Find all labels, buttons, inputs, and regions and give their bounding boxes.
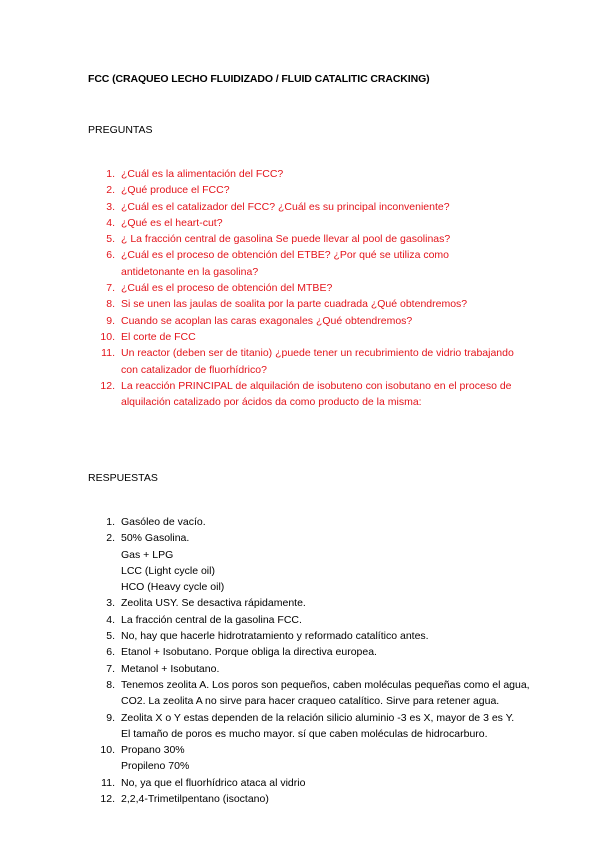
answer-text: El tamaño de poros es mucho mayor. sí que caben moléculas de hidrocarburo. [121,727,488,740]
answer-number: 4. [106,613,115,626]
question-number: 3. [106,200,115,213]
answer-text: La fracción central de la gasolina FCC. [121,613,302,626]
answer-text: Gas + LPG [121,548,174,561]
answer-text: LCC (Light cycle oil) [121,564,215,577]
answer-number: 3. [106,597,115,610]
question-text: La reacción PRINCIPAL de alquilación de isobuteno con isobutano en el proceso de [121,379,512,392]
question-item [0,313,514,329]
answer-number: 2. [106,532,115,545]
answers-list [0,514,530,807]
answer-text: Gasóleo de vacío. [121,516,206,528]
answer-text: CO2. La zeolita A no sirve para hacer craqueo catalítico. Sirve para retener agua. [121,695,500,708]
question-text: ¿Cuál es el proceso de obtención del ETBE? ¿Por qué se utiliza como [121,249,450,262]
question-text: ¿ La fracción central de gasolina Se puede llevar al pool de gasolinas? [121,233,451,246]
question-text: Cuando se acoplan las caras exagonales ¿Qué obtendremos? [121,314,413,327]
question-text: alquilación catalizado por ácidos da como producto de la misma: [121,396,422,409]
answers-heading: RESPUESTAS [88,472,158,484]
answer-number: 7. [106,662,115,675]
answer-item [0,612,530,628]
answer-text: No, ya que el fluorhídrico ataca al vidrio [121,776,306,789]
question-item [0,231,514,247]
question-item [0,378,514,411]
answer-number: 1. [106,516,115,528]
question-number: 7. [106,282,115,295]
answer-text: Zeolita USY. Se desactiva rápidamente. [121,597,306,610]
question-text: El corte de FCC [121,330,196,343]
answer-item [0,628,530,644]
question-number: 2. [106,184,115,197]
question-number: 11. [101,347,115,360]
answer-item [0,742,530,775]
answer-item [0,514,530,530]
answer-text: 2,2,4-Trimetilpentano (isoctano) [121,793,269,806]
question-text: ¿Cuál es la alimentación del FCC? [121,168,284,180]
answer-number: 9. [106,711,115,724]
answer-item [0,677,530,710]
question-number: 1. [106,168,115,180]
question-item [0,215,514,231]
answer-number: 10. [100,744,115,757]
question-text: ¿Cuál es el catalizador del FCC? ¿Cuál es su principal inconveniente? [121,200,450,213]
question-number: 10. [100,330,115,343]
questions-heading: PREGUNTAS [88,124,153,136]
question-item [0,247,514,280]
question-text: ¿Qué es el heart-cut? [121,216,223,229]
question-item [0,166,514,182]
question-item [0,296,514,312]
answer-text: Propano 30% [121,744,185,757]
answer-item [0,775,530,791]
questions-list [0,166,514,410]
answer-item [0,595,530,611]
answer-number: 6. [106,646,115,659]
question-number: 6. [106,249,115,262]
question-number: 9. [106,314,115,327]
answer-number: 8. [106,678,115,691]
question-number: 8. [106,298,115,311]
question-text: antidetonante en la gasolina? [121,265,259,278]
answer-number: 11. [101,776,115,789]
question-item [0,182,514,198]
answer-text: Etanol + Isobutano. Porque obliga la directiva europea. [121,646,377,659]
answer-item [0,710,530,743]
question-text: ¿Qué produce el FCC? [121,184,230,197]
question-text: con catalizador de fluorhídrico? [121,363,267,376]
answer-item [0,661,530,677]
answer-number: 5. [106,630,115,643]
answer-text: Tenemos zeolita A. Los poros son pequeños, caben moléculas pequeñas como el agua, [121,678,530,691]
answer-item [0,644,530,660]
question-text: Un reactor (deben ser de titanio) ¿puede tener un recubrimiento de vidrio trabajando [121,347,514,360]
answer-text: HCO (Heavy cycle oil) [121,581,225,594]
document-title: FCC (CRAQUEO LECHO FLUIDIZADO / FLUID CATALITIC CRACKING) [88,73,430,85]
answer-item [0,530,530,595]
question-item [0,329,514,345]
answer-item [0,791,530,807]
answer-number: 12. [100,793,115,806]
answer-text: No, hay que hacerle hidrotratamiento y reformado catalítico antes. [121,630,429,643]
answer-text: Propileno 70% [121,760,190,773]
question-number: 5. [106,233,115,246]
answer-text: Metanol + Isobutano. [121,662,220,675]
question-item [0,199,514,215]
question-number: 12. [100,379,115,392]
question-number: 4. [106,216,115,229]
answer-text: 50% Gasolina. [121,532,190,545]
answer-text: Zeolita X o Y estas dependen de la relación silicio aluminio -3 es X, mayor de 3 es Y. [121,711,515,724]
question-text: Si se unen las jaulas de soalita por la parte cuadrada ¿Qué obtendremos? [121,298,468,311]
question-item [0,280,514,296]
question-item [0,345,514,378]
question-text: ¿Cuál es el proceso de obtención del MTBE? [121,282,333,295]
